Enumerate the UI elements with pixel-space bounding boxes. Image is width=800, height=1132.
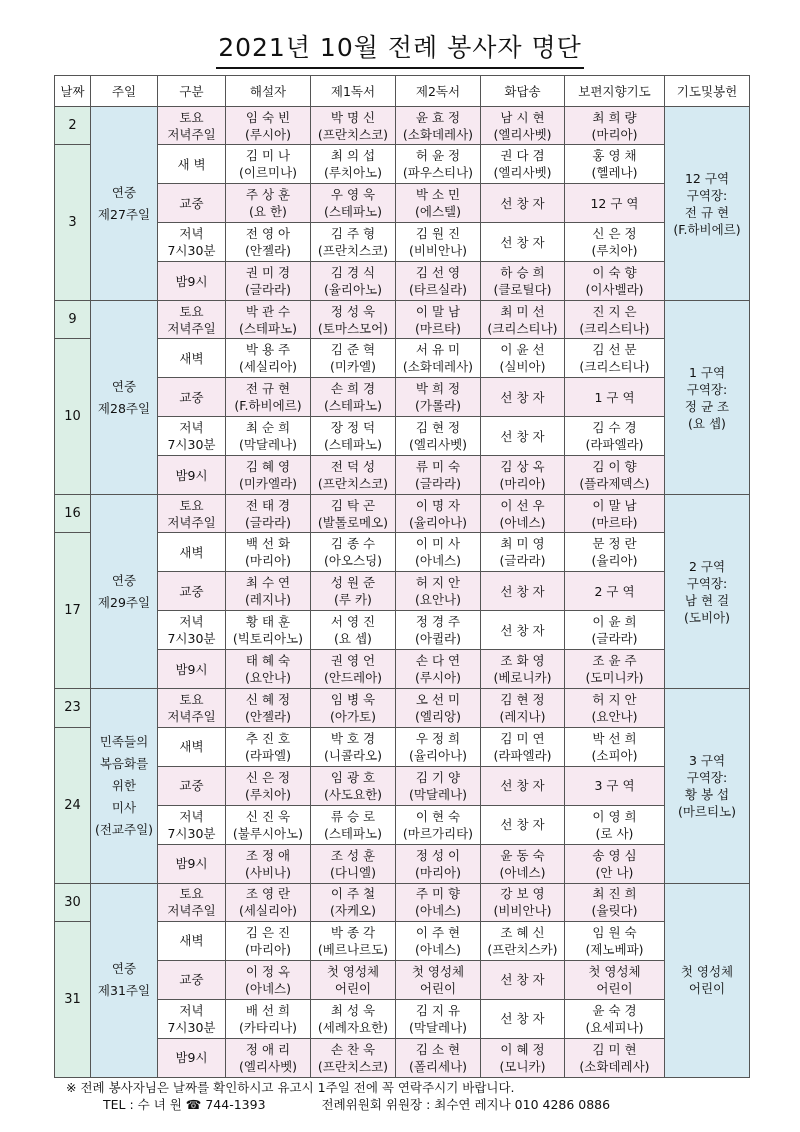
- volunteer-cell: 박 선 희 (소피아): [565, 727, 665, 766]
- volunteer-cell: 3 구 역: [565, 766, 665, 805]
- volunteer-cell: 첫 영성체 어린이: [311, 960, 396, 999]
- volunteer-cell: 선 창 자: [481, 184, 565, 223]
- sunday-cell: 연중 제29주일: [91, 495, 158, 689]
- district-info-cell: 12 구역 구역장: 전 규 현 (F.하비에르): [665, 107, 750, 301]
- volunteer-cell: 첫 영성체 어린이: [565, 960, 665, 999]
- table-row: [55, 766, 750, 805]
- volunteer-cell: 최 성 욱 (세례자요한): [311, 999, 396, 1038]
- volunteer-cell: 허 윤 정 (파우스티나): [396, 145, 481, 184]
- volunteer-cell: 이 말 남 (마르타): [396, 301, 481, 339]
- page-title-text: 2021년 10월 전례 봉사자 명단: [216, 30, 584, 69]
- volunteer-cell: 윤 효 정 (소화데레사): [396, 107, 481, 145]
- date-cell: 3: [55, 145, 91, 301]
- service-type-cell: 토요 저녁주일: [158, 495, 226, 533]
- volunteer-cell: 조 윤 주 (도미니카): [565, 650, 665, 689]
- volunteer-cell: 권 영 언 (안드레아): [311, 650, 396, 689]
- table-row: [55, 495, 750, 533]
- volunteer-cell: 백 선 화 (마리아): [226, 533, 311, 572]
- volunteer-cell: 전 덕 성 (프란치스코): [311, 456, 396, 495]
- volunteer-cell: 이 현 숙 (마르가리타): [396, 805, 481, 844]
- volunteer-cell: 이 말 남 (마르타): [565, 495, 665, 533]
- volunteer-cell: 이 윤 희 (글라라): [565, 611, 665, 650]
- volunteer-cell: 정 성 이 (마리아): [396, 844, 481, 883]
- service-type-cell: 저녁 7시30분: [158, 611, 226, 650]
- volunteer-cell: 김 선 문 (크리스티나): [565, 339, 665, 378]
- volunteer-cell: 조 영 란 (세실리아): [226, 883, 311, 921]
- volunteer-cell: 김 선 영 (타르실라): [396, 262, 481, 301]
- volunteer-cell: 손 희 경 (스테파노): [311, 378, 396, 417]
- volunteer-cell: 임 광 호 (사도요한): [311, 766, 396, 805]
- volunteer-cell: 김 현 정 (레지나): [481, 689, 565, 727]
- volunteer-cell: 류 미 숙 (글라라): [396, 456, 481, 495]
- volunteer-cell: 정 성 욱 (토마스모어): [311, 301, 396, 339]
- volunteer-cell: 김 기 양 (막달레나): [396, 766, 481, 805]
- volunteer-cell: 박 희 정 (가롤라): [396, 378, 481, 417]
- volunteer-cell: 임 숙 빈 (루시아): [226, 107, 311, 145]
- volunteer-cell: 전 태 경 (글라라): [226, 495, 311, 533]
- column-header-7: 보편지향기도: [565, 76, 665, 107]
- volunteer-cell: 신 진 욱 (불루시아노): [226, 805, 311, 844]
- volunteer-cell: 박 호 경 (니콜라오): [311, 727, 396, 766]
- volunteer-cell: 최 미 영 (글라라): [481, 533, 565, 572]
- volunteer-cell: 조 정 애 (사비나): [226, 844, 311, 883]
- service-type-cell: 저녁 7시30분: [158, 417, 226, 456]
- column-header-0: 날짜: [55, 76, 91, 107]
- volunteer-cell: 이 영 희 (로 사): [565, 805, 665, 844]
- volunteer-cell: 조 성 훈 (다니엘): [311, 844, 396, 883]
- service-type-cell: 토요 저녁주일: [158, 301, 226, 339]
- volunteer-cell: 이 미 사 (아네스): [396, 533, 481, 572]
- volunteer-cell: 최 순 희 (막달레나): [226, 417, 311, 456]
- table-row: [55, 689, 750, 727]
- table-row: [55, 883, 750, 921]
- volunteer-cell: 선 창 자: [481, 223, 565, 262]
- volunteer-cell: 선 창 자: [481, 805, 565, 844]
- volunteer-cell: 허 지 안 (요안나): [396, 572, 481, 611]
- volunteer-cell: 최 미 선 (크리스티나): [481, 301, 565, 339]
- volunteer-cell: 장 정 덕 (스테파노): [311, 417, 396, 456]
- sunday-cell: 민족들의 복음화를 위한 미사 (전교주일): [91, 689, 158, 883]
- volunteer-cell: 김 주 형 (프란치스코): [311, 223, 396, 262]
- volunteer-cell: 김 미 나 (이르미나): [226, 145, 311, 184]
- footer-committee: 전례위원회 위원장 : 최수연 레지나 010 4286 0886: [321, 1097, 611, 1112]
- volunteer-cell: 오 선 미 (엘리앙): [396, 689, 481, 727]
- service-type-cell: 저녁 7시30분: [158, 999, 226, 1038]
- volunteer-cell: 허 지 안 (요안나): [565, 689, 665, 727]
- volunteer-cell: 손 찬 욱 (프란치스코): [311, 1038, 396, 1077]
- volunteer-cell: 임 병 욱 (아가토): [311, 689, 396, 727]
- volunteer-cell: 선 창 자: [481, 999, 565, 1038]
- column-header-8: 기도및봉헌: [665, 76, 750, 107]
- volunteer-cell: 이 선 우 (아네스): [481, 495, 565, 533]
- volunteer-cell: 서 영 진 (요 셉): [311, 611, 396, 650]
- sunday-cell: 연중 제28주일: [91, 301, 158, 495]
- service-type-cell: 밤9시: [158, 650, 226, 689]
- volunteer-cell: 전 영 아 (안젤라): [226, 223, 311, 262]
- table-row: [55, 727, 750, 766]
- volunteer-cell: 문 정 란 (율리아): [565, 533, 665, 572]
- volunteer-cell: 김 현 정 (엘리사벳): [396, 417, 481, 456]
- volunteer-cell: 전 규 현 (F.하비에르): [226, 378, 311, 417]
- service-type-cell: 토요 저녁주일: [158, 883, 226, 921]
- service-type-cell: 교중: [158, 960, 226, 999]
- table-row: [55, 805, 750, 844]
- service-type-cell: 토요 저녁주일: [158, 107, 226, 145]
- volunteer-cell: 이 윤 선 (실비아): [481, 339, 565, 378]
- volunteer-cell: 신 은 정 (루치아): [565, 223, 665, 262]
- date-cell: 30: [55, 883, 91, 921]
- volunteer-cell: 선 창 자: [481, 378, 565, 417]
- volunteer-cell: 남 시 현 (엘리사벳): [481, 107, 565, 145]
- volunteer-cell: 이 숙 향 (이사벨라): [565, 262, 665, 301]
- volunteer-cell: 황 태 훈 (빅토리아노): [226, 611, 311, 650]
- table-row: [55, 378, 750, 417]
- volunteer-cell: 최 의 섭 (루치아노): [311, 145, 396, 184]
- table-row: [55, 301, 750, 339]
- date-cell: 2: [55, 107, 91, 145]
- volunteer-cell: 박 용 주 (세실리아): [226, 339, 311, 378]
- district-info-cell: 첫 영성체 어린이: [665, 883, 750, 1077]
- date-cell: 16: [55, 495, 91, 533]
- volunteer-cell: 박 명 신 (프란치스코): [311, 107, 396, 145]
- table-row: [55, 533, 750, 572]
- volunteer-cell: 이 주 현 (아네스): [396, 921, 481, 960]
- service-type-cell: 토요 저녁주일: [158, 689, 226, 727]
- volunteer-cell: 정 애 리 (엘리사벳): [226, 1038, 311, 1077]
- volunteer-cell: 김 소 현 (폴리세나): [396, 1038, 481, 1077]
- volunteer-cell: 강 보 영 (비비안나): [481, 883, 565, 921]
- volunteer-cell: 박 종 각 (베르나르도): [311, 921, 396, 960]
- table-row: [55, 999, 750, 1038]
- volunteer-cell: 홍 영 채 (헬레나): [565, 145, 665, 184]
- footer-note: ※ 전례 봉사자님은 날짜를 확인하시고 유고시 1주일 전에 꼭 연락주시기 바랍니다.: [66, 1080, 515, 1095]
- date-cell: 10: [55, 339, 91, 495]
- volunteer-cell: 윤 숙 경 (요세피나): [565, 999, 665, 1038]
- service-type-cell: 교중: [158, 184, 226, 223]
- volunteer-cell: 김 원 진 (비비안나): [396, 223, 481, 262]
- table-row: [55, 417, 750, 456]
- service-type-cell: 새벽: [158, 339, 226, 378]
- district-info-cell: 1 구역 구역장: 정 균 조 (요 셉): [665, 301, 750, 495]
- service-type-cell: 밤9시: [158, 456, 226, 495]
- volunteer-cell: 진 지 은 (크리스티나): [565, 301, 665, 339]
- volunteer-cell: 우 정 희 (율리아나): [396, 727, 481, 766]
- header-row: [55, 76, 750, 107]
- service-type-cell: 밤9시: [158, 262, 226, 301]
- volunteer-cell: 권 미 경 (글라라): [226, 262, 311, 301]
- table-row: [55, 960, 750, 999]
- volunteer-cell: 추 진 호 (라파엘): [226, 727, 311, 766]
- table-row: [55, 572, 750, 611]
- volunteer-cell: 박 소 민 (에스텔): [396, 184, 481, 223]
- volunteer-cell: 조 화 영 (베로니카): [481, 650, 565, 689]
- volunteer-cell: 선 창 자: [481, 572, 565, 611]
- volunteer-cell: 선 창 자: [481, 417, 565, 456]
- footer-contacts: [103, 1097, 610, 1113]
- volunteer-cell: 우 영 욱 (스테파노): [311, 184, 396, 223]
- volunteer-cell: 첫 영성체 어린이: [396, 960, 481, 999]
- volunteer-cell: 주 미 향 (아네스): [396, 883, 481, 921]
- volunteer-cell: 김 은 진 (마리아): [226, 921, 311, 960]
- volunteer-cell: 김 경 식 (율리아노): [311, 262, 396, 301]
- table-row: [55, 262, 750, 301]
- volunteer-cell: 김 미 연 (라파엘라): [481, 727, 565, 766]
- volunteer-cell: 김 상 옥 (마리아): [481, 456, 565, 495]
- volunteer-cell: 최 희 량 (마리아): [565, 107, 665, 145]
- volunteer-cell: 하 승 희 (클로틸다): [481, 262, 565, 301]
- sunday-cell: 연중 제31주일: [91, 883, 158, 1077]
- footer-tel: TEL : 수 녀 원 ☎ 744-1393: [103, 1097, 266, 1112]
- volunteer-cell: 정 경 주 (아퀼라): [396, 611, 481, 650]
- volunteer-cell: 김 이 향 (플라제덱스): [565, 456, 665, 495]
- service-type-cell: 저녁 7시30분: [158, 805, 226, 844]
- column-header-1: 주일: [91, 76, 158, 107]
- volunteer-cell: 김 종 수 (아오스딩): [311, 533, 396, 572]
- schedule-table: [54, 75, 750, 1078]
- table-row: [55, 611, 750, 650]
- volunteer-cell: 태 혜 숙 (요안나): [226, 650, 311, 689]
- volunteer-cell: 서 유 미 (소화데레사): [396, 339, 481, 378]
- date-cell: 23: [55, 689, 91, 727]
- service-type-cell: 밤9시: [158, 844, 226, 883]
- volunteer-cell: 김 지 유 (막달레나): [396, 999, 481, 1038]
- volunteer-cell: 윤 동 숙 (아네스): [481, 844, 565, 883]
- volunteer-cell: 김 수 경 (라파엘라): [565, 417, 665, 456]
- date-cell: 31: [55, 921, 91, 1077]
- district-info-cell: 3 구역 구역장: 황 봉 섭 (마르티노): [665, 689, 750, 883]
- volunteer-cell: 성 원 준 (루 카): [311, 572, 396, 611]
- table-row: [55, 145, 750, 184]
- service-type-cell: 새 벽: [158, 145, 226, 184]
- volunteer-cell: 이 혜 정 (모니카): [481, 1038, 565, 1077]
- table-row: [55, 223, 750, 262]
- table-row: [55, 456, 750, 495]
- service-type-cell: 밤9시: [158, 1038, 226, 1077]
- date-cell: 9: [55, 301, 91, 339]
- volunteer-cell: 임 원 숙 (제노베파): [565, 921, 665, 960]
- column-header-3: 해설자: [226, 76, 311, 107]
- column-header-4: 제1독서: [311, 76, 396, 107]
- volunteer-cell: 최 진 희 (율릿다): [565, 883, 665, 921]
- volunteer-cell: 최 수 연 (레지나): [226, 572, 311, 611]
- table-row: [55, 921, 750, 960]
- service-type-cell: 교중: [158, 766, 226, 805]
- volunteer-cell: 선 창 자: [481, 960, 565, 999]
- volunteer-cell: 신 혜 정 (안젤라): [226, 689, 311, 727]
- service-type-cell: 교중: [158, 572, 226, 611]
- table-row: [55, 844, 750, 883]
- date-cell: 17: [55, 533, 91, 689]
- volunteer-cell: 이 정 옥 (아네스): [226, 960, 311, 999]
- volunteer-cell: 12 구 역: [565, 184, 665, 223]
- table-row: [55, 339, 750, 378]
- volunteer-cell: 주 상 훈 (요 한): [226, 184, 311, 223]
- page-title: [0, 30, 800, 69]
- district-info-cell: 2 구역 구역장: 남 현 걸 (도비아): [665, 495, 750, 689]
- volunteer-cell: 송 영 심 (안 나): [565, 844, 665, 883]
- volunteer-cell: 김 혜 영 (미카엘라): [226, 456, 311, 495]
- table-row: [55, 107, 750, 145]
- volunteer-cell: 선 창 자: [481, 611, 565, 650]
- table-row: [55, 184, 750, 223]
- volunteer-cell: 박 관 수 (스테파노): [226, 301, 311, 339]
- volunteer-cell: 류 승 로 (스테파노): [311, 805, 396, 844]
- column-header-5: 제2독서: [396, 76, 481, 107]
- volunteer-cell: 신 은 정 (루치아): [226, 766, 311, 805]
- volunteer-cell: 김 탁 곤 (발톨로메오): [311, 495, 396, 533]
- volunteer-cell: 조 혜 신 (프란치스카): [481, 921, 565, 960]
- column-header-6: 화답송: [481, 76, 565, 107]
- volunteer-cell: 김 준 혁 (미카엘): [311, 339, 396, 378]
- volunteer-cell: 2 구 역: [565, 572, 665, 611]
- service-type-cell: 새벽: [158, 727, 226, 766]
- service-type-cell: 저녁 7시30분: [158, 223, 226, 262]
- date-cell: 24: [55, 727, 91, 883]
- volunteer-cell: 권 다 겸 (엘리사벳): [481, 145, 565, 184]
- service-type-cell: 새벽: [158, 921, 226, 960]
- volunteer-cell: 1 구 역: [565, 378, 665, 417]
- volunteer-cell: 이 주 철 (자케오): [311, 883, 396, 921]
- service-type-cell: 새벽: [158, 533, 226, 572]
- table-row: [55, 650, 750, 689]
- volunteer-cell: 손 다 연 (루시아): [396, 650, 481, 689]
- volunteer-cell: 이 명 자 (율리아나): [396, 495, 481, 533]
- service-type-cell: 교중: [158, 378, 226, 417]
- volunteer-cell: 김 미 현 (소화데레사): [565, 1038, 665, 1077]
- column-header-2: 구분: [158, 76, 226, 107]
- volunteer-cell: 선 창 자: [481, 766, 565, 805]
- table-row: [55, 1038, 750, 1077]
- volunteer-cell: 배 선 희 (카타리나): [226, 999, 311, 1038]
- sunday-cell: 연중 제27주일: [91, 107, 158, 301]
